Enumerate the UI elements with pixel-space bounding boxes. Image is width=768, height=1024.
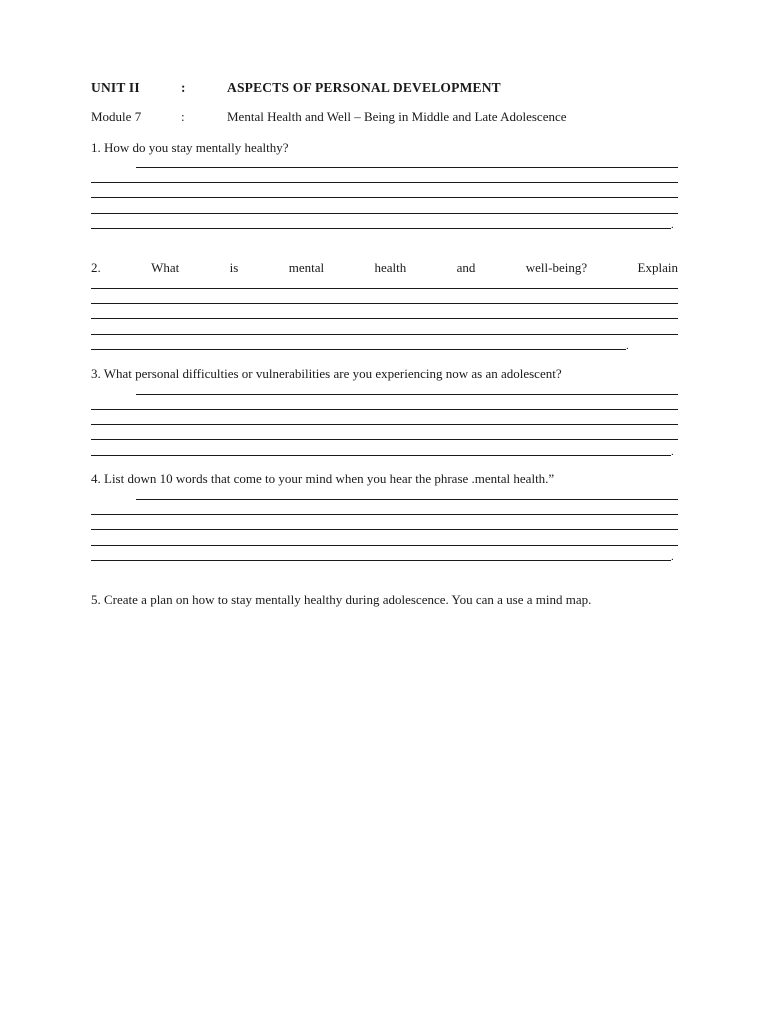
answer-line [91, 529, 678, 530]
question-2-word: What [151, 260, 180, 275]
answer-line [91, 560, 671, 561]
module-title: Mental Health and Well – Being in Middle and Late Adolescence [227, 109, 567, 124]
question-2-word: well-being? [525, 260, 588, 275]
answer-line [91, 439, 678, 440]
question-2 [91, 260, 678, 276]
answer-line [91, 455, 671, 456]
answer-line [91, 514, 678, 515]
answer-line [91, 334, 678, 335]
answer-line [136, 499, 678, 500]
unit-label: UNIT II [91, 80, 140, 95]
answer-line [91, 424, 678, 425]
question-2-word: 2. [91, 260, 101, 275]
answer-line [91, 288, 678, 289]
module-colon: : [181, 109, 185, 124]
answer-line [91, 213, 678, 214]
answer-line [136, 167, 678, 168]
answer-line [91, 303, 678, 304]
question-5: 5. Create a plan on how to stay mentally healthy during adolescence. You can a use a mind map. [91, 592, 592, 607]
answer-line [91, 197, 678, 198]
line-end-mark: . [626, 340, 629, 352]
line-end-mark: . [671, 551, 674, 563]
module-label: Module 7 [91, 109, 142, 124]
unit-colon: : [181, 80, 186, 95]
answer-line [91, 409, 678, 410]
answer-line [91, 318, 678, 319]
answer-line [91, 349, 626, 350]
question-4: 4. List down 10 words that come to your mind when you hear the phrase .mental health.” [91, 471, 555, 486]
question-2-word: Explain [637, 260, 678, 275]
answer-line [91, 182, 678, 183]
question-2-word: mental [288, 260, 325, 275]
question-2-word: is [229, 260, 239, 275]
line-end-mark: . [671, 219, 674, 231]
answer-line [91, 545, 678, 546]
question-2-word: health [374, 260, 407, 275]
question-2-word: and [456, 260, 476, 275]
question-3: 3. What personal difficulties or vulnerabilities are you experiencing now as an adolescent? [91, 366, 562, 381]
unit-title: ASPECTS OF PERSONAL DEVELOPMENT [227, 80, 501, 95]
question-1: 1. How do you stay mentally healthy? [91, 140, 289, 155]
line-end-mark: . [671, 446, 674, 458]
answer-line [91, 228, 671, 229]
answer-line [136, 394, 678, 395]
